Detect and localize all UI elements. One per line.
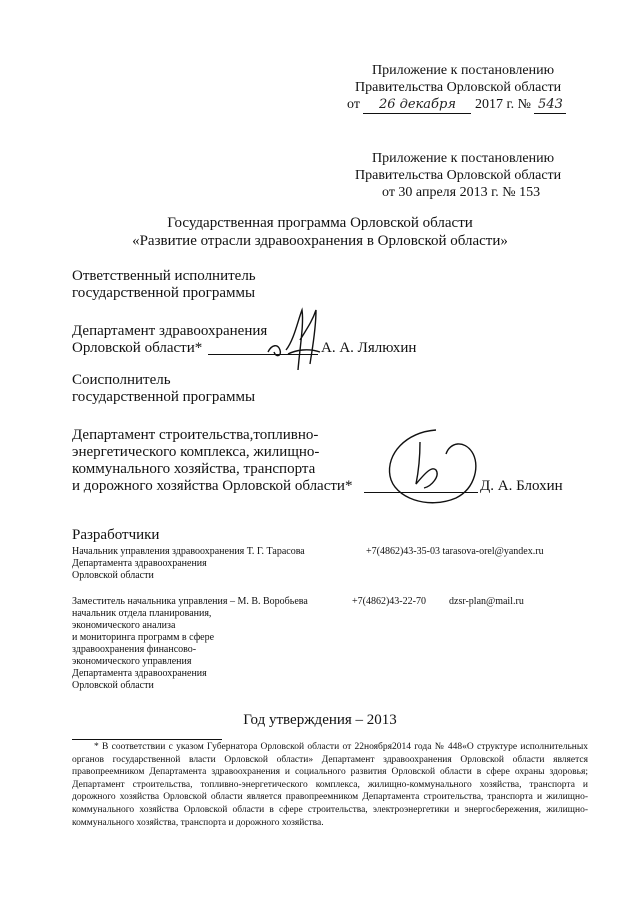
- program-title-line2: «Развитие отрасли здравоохранения в Орловской области»: [132, 233, 508, 249]
- dev2-phone: +7(4862)43-22-70: [352, 596, 426, 607]
- dev2-line1: Заместитель начальника управления – М. В. Воробьева: [72, 596, 308, 607]
- appendix-old-line3: от 30 апреля 2013 г. № 153: [382, 185, 541, 200]
- responsible-signer: А. А. Лялюхин: [321, 340, 417, 356]
- dev2-line6: экономического управления: [72, 656, 192, 667]
- coexecutor-org2: энергетического комплекса, жилищно-: [72, 444, 320, 460]
- dev1-line2: Департамента здравоохранения: [72, 558, 207, 569]
- dev2-line4: и мониторинга программ в сфере: [72, 632, 215, 643]
- handwritten-number: 543: [534, 97, 566, 114]
- appendix-old-line2: Правительства Орловской области: [355, 168, 562, 183]
- responsible-org1: Департамент здравоохранения: [72, 323, 268, 339]
- appendix-new-date-line: [347, 97, 566, 114]
- appendix-new-line2: Правительства Орловской области: [355, 80, 562, 95]
- dev1-line1: Начальник управления здравоохранения Т. Г. Тарасова: [72, 546, 305, 557]
- dev2-line2: начальник отдела планирования,: [72, 608, 212, 619]
- year-part: 2017 г. №: [474, 97, 531, 112]
- coexecutor-org1: Департамент строительства,топливно-: [72, 427, 319, 443]
- date-prefix: от: [347, 97, 360, 112]
- footnote: * В соответствии с указом Губернатора Орловской области от 22ноября2014 года № 448«О структуре исполнительных органов государственной власти Орловской области» Департамент здравоохранения Орловской области является правопреемником Департамента здравоохранения и социального развития Орловской области в сфере охраны здоровья; Департамент строительства, топливно-энергетического комплекса, жилищно-коммунального хозяйства, транспорта и дорожного хозяйства Орловской области является правопреемником Департамента строительства, транспорта и жилищно-коммунального хозяйства Орловской области в сфере строительства, электроэнергетики и энергосбережения, жилищно-коммунального хозяйства, транспорта и дорожного хозяйства.: [72, 742, 588, 828]
- appendix-old-line1: Приложение к постановлению: [372, 151, 555, 166]
- responsible-heading1: Ответственный исполнитель: [72, 268, 256, 284]
- coexecutor-org4: и дорожного хозяйства Орловской области*: [72, 478, 353, 494]
- responsible-heading2: государственной программы: [72, 285, 256, 301]
- appendix-new-line1: Приложение к постановлению: [372, 63, 555, 78]
- coexecutor-heading1: Соисполнитель: [72, 372, 171, 388]
- footnote-rule: [72, 739, 222, 740]
- responsible-org2: Орловской области*: [72, 340, 203, 356]
- developers-heading: Разработчики: [72, 527, 160, 543]
- dev2-line8: Орловской области: [72, 680, 154, 691]
- dev2-line5: здравоохранения финансово-: [72, 644, 197, 655]
- coexecutor-signer: Д. А. Блохин: [480, 478, 563, 494]
- handwritten-date: 26 декабря: [363, 97, 471, 114]
- dev2-line3: экономического анализа: [72, 620, 176, 631]
- dev1-line3: Орловской области: [72, 570, 154, 581]
- handwritten-signature-2: [376, 424, 486, 514]
- dev2-email: dzsr-plan@mail.ru: [449, 596, 524, 607]
- coexecutor-heading2: государственной программы: [72, 389, 256, 405]
- program-title-line1: Государственная программа Орловской области: [167, 215, 473, 231]
- dev2-line7: Департамента здравоохранения: [72, 668, 207, 679]
- approval-year: Год утверждения – 2013: [243, 712, 397, 728]
- coexecutor-org3: коммунального хозяйства, транспорта: [72, 461, 316, 477]
- dev1-contact: +7(4862)43-35-03 tarasova-orel@yandex.ru: [366, 546, 544, 557]
- handwritten-signature-1: [250, 300, 330, 380]
